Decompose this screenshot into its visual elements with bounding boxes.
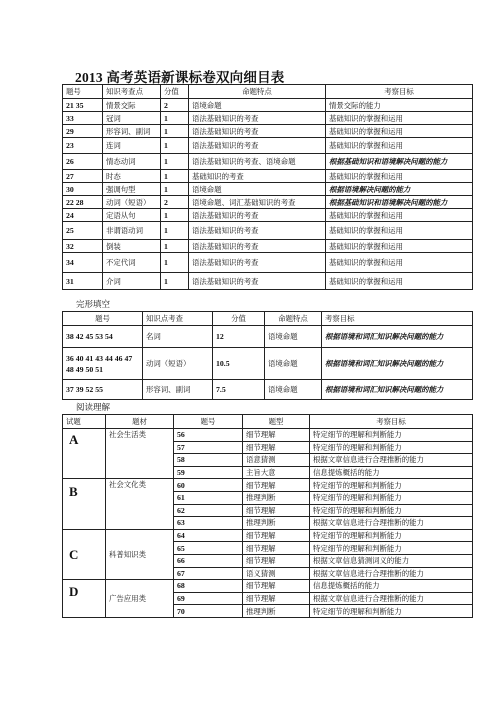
cell-numbers: 36 40 41 43 44 46 47 48 49 50 51 <box>63 348 143 380</box>
cell-goal: 特定细节的理解和判断能力 <box>310 504 473 517</box>
table-row <box>63 580 473 593</box>
cloze-table <box>62 311 473 400</box>
cell-question-number: 24 <box>63 209 103 222</box>
cell-knowledge-point: 强调句型 <box>103 183 161 196</box>
cell-question-type: 推理判断 <box>243 491 310 504</box>
cell-goal: 基础知识的掌握和运用 <box>326 273 473 290</box>
cell-feature: 语境命题 <box>265 380 322 400</box>
header-cell: 分值 <box>213 312 265 326</box>
cell-question-type: 细节理解 <box>243 580 310 593</box>
cell-question-number: 58 <box>174 454 243 467</box>
table-header-row <box>63 85 473 99</box>
cell-question-number: 56 <box>174 429 243 442</box>
cell-feature: 语境命题 <box>265 348 322 380</box>
cell-knowledge-point: 时态 <box>103 170 161 183</box>
cell-question-number: 29 <box>63 125 103 138</box>
cell-question-type: 细节理解 <box>243 504 310 517</box>
header-cell: 题号 <box>63 312 143 326</box>
cell-feature: 语法基础知识的考查 <box>189 222 326 240</box>
cell-goal: 根据语境解决问题的能力 <box>326 183 473 196</box>
cell-goal: 信息提炼概括的能力 <box>310 580 473 593</box>
cell-goal: 特定细节的理解和判断能力 <box>310 479 473 492</box>
cell-feature: 语法基础知识的考查 <box>189 112 326 125</box>
cell-question-number: 34 <box>63 253 103 273</box>
cell-feature: 语法基础知识的考查 <box>189 240 326 253</box>
document-title: 2013 高考英语新课标卷双向细目表 <box>75 70 285 85</box>
cell-goal: 根据基础知识和语境解决问题的能力 <box>326 196 473 209</box>
cell-knowledge-point: 动词（短语） <box>103 196 161 209</box>
passage-topic: 广告应用类 <box>106 580 174 618</box>
cell-question-number: 61 <box>174 491 243 504</box>
cell-question-number: 33 <box>63 112 103 125</box>
table-row <box>63 183 473 196</box>
header-cell: 试题 <box>63 415 106 429</box>
cell-question-type: 细节理解 <box>243 529 310 542</box>
table-header-row <box>63 415 473 429</box>
cell-goal: 特定细节的理解和判断能力 <box>310 491 473 504</box>
cell-question-type: 细节理解 <box>243 542 310 555</box>
cell-feature: 语法基础知识的考查 <box>189 138 326 154</box>
cell-feature: 语境命题 <box>189 183 326 196</box>
passage-label: B <box>63 479 106 529</box>
cell-score: 1 <box>161 154 189 170</box>
cell-goal: 信息提炼概括的能力 <box>310 466 473 479</box>
grammar-table <box>62 84 473 290</box>
cell-score: 12 <box>213 326 265 348</box>
passage-label: C <box>63 529 106 579</box>
cell-knowledge-point: 非谓语动词 <box>103 222 161 240</box>
cell-question-number: 67 <box>174 567 243 580</box>
cell-goal: 基础知识的掌握和运用 <box>326 209 473 222</box>
cell-goal: 情景交际的能力 <box>326 99 473 112</box>
table-row <box>63 125 473 138</box>
section-label-cloze: 完形填空 <box>76 300 111 310</box>
cell-knowledge-point: 介词 <box>103 273 161 290</box>
cell-feature: 语境命题、词汇基础知识的考查 <box>189 196 326 209</box>
cell-question-number: 31 <box>63 273 103 290</box>
cell-question-number: 62 <box>174 504 243 517</box>
cell-feature: 语法基础知识的考查 <box>189 125 326 138</box>
cell-question-type: 细节理解 <box>243 554 310 567</box>
table-row <box>63 222 473 240</box>
cell-feature: 语境命题 <box>265 326 322 348</box>
table-row <box>63 253 473 273</box>
cell-knowledge-point: 定语从句 <box>103 209 161 222</box>
cell-goal: 根据语境和词汇知识解决问题的能力 <box>322 380 473 400</box>
cell-goal: 基础知识的掌握和运用 <box>326 125 473 138</box>
header-cell: 题号 <box>63 85 103 99</box>
header-cell: 命题特点 <box>265 312 322 326</box>
header-cell: 命题特点 <box>189 85 326 99</box>
cell-question-type: 细节理解 <box>243 592 310 605</box>
cell-question-number: 60 <box>174 479 243 492</box>
cell-score: 10.5 <box>213 348 265 380</box>
cell-feature: 语法基础知识的考查、语境命题 <box>189 154 326 170</box>
cell-knowledge-point: 情态动词 <box>103 154 161 170</box>
cell-knowledge-point: 情景交际 <box>103 99 161 112</box>
cell-question-number: 22 28 <box>63 196 103 209</box>
cell-question-number: 59 <box>174 466 243 479</box>
table-row <box>63 99 473 112</box>
cell-score: 1 <box>161 125 189 138</box>
header-cell: 题号 <box>174 415 243 429</box>
table-row <box>63 154 473 170</box>
cell-score: 7.5 <box>213 380 265 400</box>
cell-score: 1 <box>161 112 189 125</box>
cell-goal: 根据语境和词汇知识解决问题的能力 <box>322 326 473 348</box>
header-cell: 考察目标 <box>326 85 473 99</box>
header-cell: 题型 <box>243 415 310 429</box>
cell-goal: 基础知识的掌握和运用 <box>326 240 473 253</box>
cell-question-number: 23 <box>63 138 103 154</box>
header-cell: 题材 <box>106 415 174 429</box>
cell-goal: 根据文章信息猜测词义的能力 <box>310 554 473 567</box>
table-row <box>63 209 473 222</box>
cell-score: 2 <box>161 99 189 112</box>
reading-table <box>62 414 473 618</box>
cell-question-number: 57 <box>174 441 243 454</box>
cell-feature: 语境命题 <box>189 99 326 112</box>
cell-question-number: 66 <box>174 554 243 567</box>
table-row <box>63 348 473 380</box>
passage-label: A <box>63 429 106 479</box>
cell-goal: 特定细节的理解和判断能力 <box>310 605 473 618</box>
table-row <box>63 196 473 209</box>
cell-goal: 特定细节的理解和判断能力 <box>310 529 473 542</box>
header-cell: 分值 <box>161 85 189 99</box>
cell-question-type: 语意猜测 <box>243 454 310 467</box>
cell-goal: 根据文章信息进行合理推断的能力 <box>310 517 473 530</box>
cell-question-type: 主旨大意 <box>243 466 310 479</box>
table-row <box>63 529 473 542</box>
passage-topic: 社会生活类 <box>106 429 174 479</box>
cell-question-number: 27 <box>63 170 103 183</box>
header-cell: 考察目标 <box>310 415 473 429</box>
cell-score: 1 <box>161 240 189 253</box>
table-row <box>63 479 473 492</box>
cell-score: 1 <box>161 183 189 196</box>
header-cell: 考察目标 <box>322 312 473 326</box>
header-cell: 知识考查点 <box>103 85 161 99</box>
cell-goal: 根据基础知识和语境解决问题的能力 <box>326 154 473 170</box>
table-header-row <box>63 312 473 326</box>
cell-feature: 基础知识的考查 <box>189 170 326 183</box>
passage-label: D <box>63 580 106 618</box>
cell-score: 1 <box>161 253 189 273</box>
cell-goal: 特定细节的理解和判断能力 <box>310 429 473 442</box>
table-row <box>63 170 473 183</box>
cell-score: 1 <box>161 273 189 290</box>
cell-question-type: 推理判断 <box>243 605 310 618</box>
cell-goal: 基础知识的掌握和运用 <box>326 170 473 183</box>
cell-question-number: 63 <box>174 517 243 530</box>
cell-goal: 根据语境和词汇知识解决问题的能力 <box>322 348 473 380</box>
cell-goal: 根据文章信息进行合理推断的能力 <box>310 567 473 580</box>
table-row <box>63 429 473 442</box>
cell-score: 1 <box>161 209 189 222</box>
table-row <box>63 273 473 290</box>
cell-knowledge-point: 连词 <box>103 138 161 154</box>
cell-question-number: 26 <box>63 154 103 170</box>
table-row <box>63 138 473 154</box>
cell-score: 1 <box>161 222 189 240</box>
cell-numbers: 37 39 52 55 <box>63 380 143 400</box>
cell-knowledge: 形容词、副词 <box>143 380 213 400</box>
cell-knowledge: 动词（短语） <box>143 348 213 380</box>
cell-question-type: 语义猜测 <box>243 567 310 580</box>
cell-question-number: 64 <box>174 529 243 542</box>
cell-score: 1 <box>161 138 189 154</box>
cell-question-number: 25 <box>63 222 103 240</box>
cell-goal: 基础知识的掌握和运用 <box>326 112 473 125</box>
cell-knowledge-point: 冠词 <box>103 112 161 125</box>
cell-goal: 根据文章信息进行合理推断的能力 <box>310 592 473 605</box>
cell-question-number: 32 <box>63 240 103 253</box>
table-row <box>63 240 473 253</box>
cell-score: 1 <box>161 170 189 183</box>
cell-knowledge: 名词 <box>143 326 213 348</box>
table-row <box>63 326 473 348</box>
cell-numbers: 38 42 45 53 54 <box>63 326 143 348</box>
cell-score: 2 <box>161 196 189 209</box>
cell-knowledge-point: 不定代词 <box>103 253 161 273</box>
cell-question-number: 65 <box>174 542 243 555</box>
cell-question-number: 69 <box>174 592 243 605</box>
cell-goal: 基础知识的掌握和运用 <box>326 138 473 154</box>
passage-topic: 科普知识类 <box>106 529 174 579</box>
cell-question-number: 30 <box>63 183 103 196</box>
passage-topic: 社会文化类 <box>106 479 174 529</box>
table-row <box>63 380 473 400</box>
cell-goal: 基础知识的掌握和运用 <box>326 222 473 240</box>
cell-feature: 语法基础知识的考查 <box>189 209 326 222</box>
cell-feature: 语法基础知识的考查 <box>189 273 326 290</box>
cell-goal: 根据文章信息进行合理推断的能力 <box>310 454 473 467</box>
cell-question-type: 细节理解 <box>243 429 310 442</box>
section-label-reading: 阅读理解 <box>76 403 111 413</box>
cell-question-type: 推理判断 <box>243 517 310 530</box>
cell-goal: 基础知识的掌握和运用 <box>326 253 473 273</box>
cell-knowledge-point: 形容词、副词 <box>103 125 161 138</box>
header-cell: 知识点考查 <box>143 312 213 326</box>
cell-question-number: 21 35 <box>63 99 103 112</box>
cell-question-type: 细节理解 <box>243 479 310 492</box>
cell-question-type: 细节理解 <box>243 441 310 454</box>
cell-knowledge-point: 倒装 <box>103 240 161 253</box>
grammar-table-body <box>63 99 473 290</box>
cell-feature: 语法基础知识的考查 <box>189 253 326 273</box>
cell-question-number: 70 <box>174 605 243 618</box>
cell-question-number: 68 <box>174 580 243 593</box>
cell-goal: 特定细节的理解和判断能力 <box>310 441 473 454</box>
table-row <box>63 112 473 125</box>
cell-goal: 特定细节的理解和判断能力 <box>310 542 473 555</box>
reading-table-body <box>63 429 473 618</box>
